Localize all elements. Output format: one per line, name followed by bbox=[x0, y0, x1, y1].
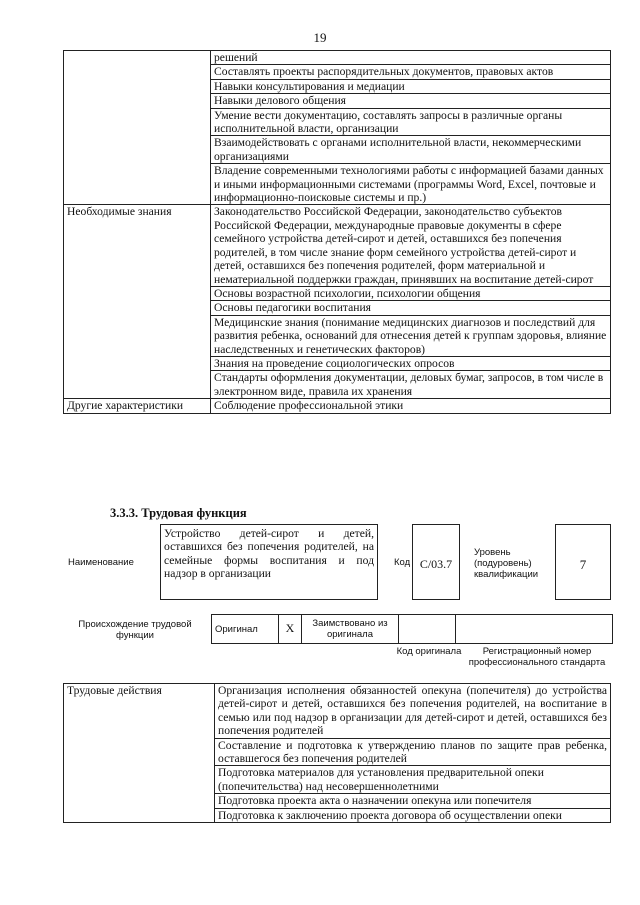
knowledge-row: Законодательство Российской Федерации, законодательство субъектов Российской Федерации, международные правовые документы в сфере семейного устройства детей-сирот и детей, оставшихся без попечения родителей, в том числе знание форм семейного устройства детей-сирот и детей, оставшихся без попечения родителей, форм материальной и нематериальной поддержки граждан, принявших на воспитание детей-сирот bbox=[211, 205, 611, 286]
action-row: Подготовка проекта акта о назначении опекуна или попечителя bbox=[215, 794, 611, 808]
action-row: Подготовка материалов для установления предварительной опеки (попечительства) над несовершеннолетними bbox=[215, 766, 611, 794]
knowledge-row: Основы педагогики воспитания bbox=[211, 301, 611, 315]
code-value: С/03.7 bbox=[412, 524, 460, 600]
skill-row: Составлять проекты распорядительных документов, правовых актов bbox=[211, 65, 611, 79]
action-row: Подготовка к заключению проекта договора об осуществлении опеки bbox=[215, 808, 611, 822]
original-label: Оригинал bbox=[212, 615, 279, 644]
name-label: Наименование bbox=[68, 557, 134, 568]
registration-number-caption: Регистрационный номер профессионального стандарта bbox=[468, 646, 606, 668]
action-row: Составление и подготовка к утверждению планов по защите прав ребенка, оставшегося без попечения родителей bbox=[215, 738, 611, 766]
origin-table bbox=[211, 614, 613, 644]
skill-row: Навыки делового общения bbox=[211, 94, 611, 108]
code-label: Код bbox=[394, 557, 411, 568]
skill-row: решений bbox=[211, 51, 611, 65]
action-row: Организация исполнения обязанностей опекуна (попечителя) до устройства детей-сирот и детей, оставшихся без попечения родителей, на воспитание в семью или под надзор в организации для детей-сирот и детей, оставшихся без попечения родителей bbox=[215, 684, 611, 739]
labor-actions-table bbox=[63, 683, 611, 823]
origin-label: Происхождение трудовой функции bbox=[78, 619, 192, 641]
level-label: Уровень (подуровень) квалификации bbox=[474, 547, 539, 580]
other-value: Соблюдение профессиональной этики bbox=[211, 399, 611, 413]
original-mark: X bbox=[279, 615, 302, 644]
original-code-caption: Код оригинала bbox=[396, 646, 462, 657]
knowledge-row: Основы возрастной психологии, психологии общения bbox=[211, 286, 611, 300]
actions-label: Трудовые действия bbox=[64, 684, 215, 823]
skill-row: Умение вести документацию, составлять запросы в различные органы исполнительной власти, организации bbox=[211, 108, 611, 136]
page-number: 19 bbox=[313, 30, 327, 45]
skills-knowledge-table bbox=[63, 50, 611, 414]
borrowed-label: Заимствовано из оригинала bbox=[302, 615, 399, 644]
original-code-cell bbox=[399, 615, 456, 644]
skill-row: Навыки консультирования и медиации bbox=[211, 79, 611, 93]
skill-row: Владение современными технологиями работы с информацией базами данных и иными информационными системами (программы Word, Excel, почтовые и информационно-поисковые системы и пр.) bbox=[211, 164, 611, 205]
knowledge-row: Знания на проведение социологических опросов bbox=[211, 356, 611, 370]
function-name: Устройство детей-сирот и детей, оставшихся без попечения родителей, на семейные формы воспитания и под надзор в организации bbox=[160, 524, 378, 600]
other-label: Другие характеристики bbox=[64, 399, 211, 413]
level-value: 7 bbox=[555, 524, 611, 600]
knowledge-row: Стандарты оформления документации, деловых бумаг, запросов, в том числе в электронном виде, правила их хранения bbox=[211, 371, 611, 399]
knowledge-label: Необходимые знания bbox=[64, 205, 211, 399]
skills-label-cell bbox=[64, 51, 211, 205]
knowledge-row: Медицинские знания (понимание медицинских диагнозов и последствий для развития ребенка, оснований для отнесения детей к группам здоровья, влияние наследственных и генетических факторов) bbox=[211, 315, 611, 356]
skill-row: Взаимодействовать с органами исполнительной власти, некоммерческими организациями bbox=[211, 136, 611, 164]
section-title: 3.3.3. Трудовая функция bbox=[110, 506, 247, 520]
registration-number-cell bbox=[456, 615, 613, 644]
